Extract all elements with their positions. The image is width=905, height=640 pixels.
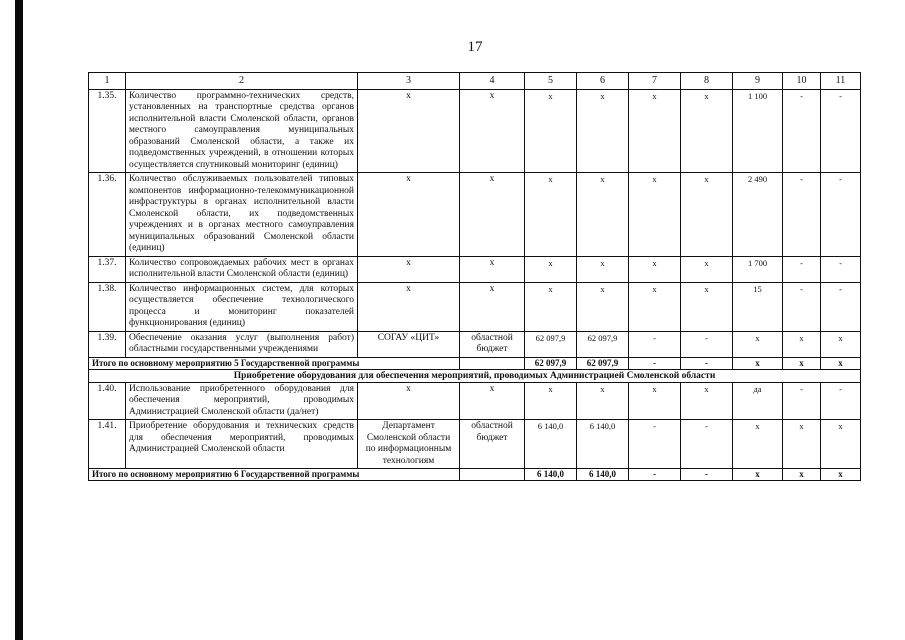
cell-executor: х — [358, 282, 460, 331]
section-title: Приобретение оборудования для обеспечения мероприятий, проводимых Администрацией Смоленской области — [89, 369, 861, 382]
cell-col9: 1 100 — [733, 89, 783, 173]
total-col6: 62 097,9 — [577, 357, 629, 369]
total-label: Итого по основному мероприятию 5 Государственной программы — [89, 357, 460, 369]
cell-col7: - — [629, 420, 681, 469]
row-number: 1.35. — [89, 89, 126, 173]
header-cell: 2 — [126, 73, 358, 90]
cell-source: х — [460, 282, 525, 331]
total-col11: х — [821, 469, 861, 481]
cell-col7: - — [629, 331, 681, 357]
cell-col6: х — [577, 382, 629, 420]
cell-col8: х — [681, 382, 733, 420]
header-cell: 4 — [460, 73, 525, 90]
cell-executor: Департамент Смоленской области по информационным технологиям — [358, 420, 460, 469]
cell-col6: х — [577, 282, 629, 331]
cell-executor: СОГАУ «ЦИТ» — [358, 331, 460, 357]
header-cell: 9 — [733, 73, 783, 90]
total-col8: - — [681, 357, 733, 369]
cell-col8: х — [681, 256, 733, 282]
cell-col11: - — [821, 173, 861, 257]
header-cell: 8 — [681, 73, 733, 90]
total-blank — [460, 357, 525, 369]
cell-executor: х — [358, 173, 460, 257]
cell-col5: х — [525, 282, 577, 331]
cell-col10: - — [783, 256, 821, 282]
table-row — [89, 173, 861, 257]
cell-col9: 2 490 — [733, 173, 783, 257]
total-col6: 6 140,0 — [577, 469, 629, 481]
page-edge-bar — [15, 0, 23, 640]
row-description: Количество программно-технических средств, установленных на транспортные средства органов исполнительной власти Смоленской области, органов местного самоуправления муниципальных образований Смоленской области, а также их подведомственных учреждений, в отношении которых осуществляется спутниковый мониторинг (единиц) — [126, 89, 358, 173]
cell-col8: - — [681, 420, 733, 469]
cell-col6: х — [577, 256, 629, 282]
cell-source: х — [460, 173, 525, 257]
cell-col5: 62 097,9 — [525, 331, 577, 357]
cell-col10: - — [783, 382, 821, 420]
cell-col7: х — [629, 282, 681, 331]
row-number: 1.38. — [89, 282, 126, 331]
row-number: 1.40. — [89, 382, 126, 420]
cell-col8: х — [681, 89, 733, 173]
cell-col10: х — [783, 331, 821, 357]
cell-col10: х — [783, 420, 821, 469]
page-number: 17 — [467, 39, 483, 55]
total-col11: х — [821, 357, 861, 369]
table-row — [89, 256, 861, 282]
table-row — [89, 382, 861, 420]
total-col7: - — [629, 469, 681, 481]
total-col5: 62 097,9 — [525, 357, 577, 369]
total-col9: х — [733, 469, 783, 481]
total-col9: х — [733, 357, 783, 369]
cell-executor: х — [358, 382, 460, 420]
row-number: 1.41. — [89, 420, 126, 469]
header-cell: 1 — [89, 73, 126, 90]
cell-col10: - — [783, 173, 821, 257]
cell-executor: х — [358, 89, 460, 173]
cell-col5: х — [525, 89, 577, 173]
header-cell: 3 — [358, 73, 460, 90]
section-row — [89, 369, 861, 382]
total-row — [89, 469, 861, 481]
cell-col7: х — [629, 89, 681, 173]
cell-col9: х — [733, 331, 783, 357]
total-col5: 6 140,0 — [525, 469, 577, 481]
cell-col11: - — [821, 282, 861, 331]
header-cell: 7 — [629, 73, 681, 90]
row-description: Количество информационных систем, для которых осуществляется обеспечение технологического процесса и мониторинг показателей функционирования (единиц) — [126, 282, 358, 331]
cell-col9: 1 700 — [733, 256, 783, 282]
row-description: Приобретение оборудования и технических средств для обеспечения мероприятий, проводимых Администрацией Смоленской области — [126, 420, 358, 469]
cell-col6: х — [577, 89, 629, 173]
row-number: 1.39. — [89, 331, 126, 357]
cell-col11: - — [821, 256, 861, 282]
cell-col11: - — [821, 382, 861, 420]
table-row — [89, 89, 861, 173]
total-label: Итого по основному мероприятию 6 Государственной программы — [89, 469, 460, 481]
cell-col9: х — [733, 420, 783, 469]
row-description: Количество сопровождаемых рабочих мест в органах исполнительной власти Смоленской области (единиц) — [126, 256, 358, 282]
cell-col11: х — [821, 331, 861, 357]
cell-source: областной бюджет — [460, 331, 525, 357]
cell-col8: х — [681, 282, 733, 331]
indicators-table — [88, 72, 861, 481]
cell-source: областной бюджет — [460, 420, 525, 469]
cell-executor: х — [358, 256, 460, 282]
total-blank — [460, 469, 525, 481]
cell-col5: х — [525, 173, 577, 257]
cell-col6: х — [577, 173, 629, 257]
cell-col8: - — [681, 331, 733, 357]
cell-col9: 15 — [733, 282, 783, 331]
cell-col5: х — [525, 256, 577, 282]
cell-source: х — [460, 89, 525, 173]
total-col8: - — [681, 469, 733, 481]
cell-col7: х — [629, 382, 681, 420]
row-number: 1.37. — [89, 256, 126, 282]
header-cell: 11 — [821, 73, 861, 90]
header-row — [89, 73, 861, 90]
cell-col5: 6 140,0 — [525, 420, 577, 469]
cell-source: х — [460, 382, 525, 420]
table-row — [89, 331, 861, 357]
cell-col6: 62 097,9 — [577, 331, 629, 357]
cell-col6: 6 140,0 — [577, 420, 629, 469]
table-row — [89, 420, 861, 469]
header-cell: 10 — [783, 73, 821, 90]
cell-col7: х — [629, 173, 681, 257]
row-description: Обеспечение оказания услуг (выполнения работ) областными государственными учреждениями — [126, 331, 358, 357]
cell-col7: х — [629, 256, 681, 282]
row-number: 1.36. — [89, 173, 126, 257]
total-col10: х — [783, 357, 821, 369]
row-description: Использование приобретенного оборудования для обеспечения мероприятий, проводимых Администрацией Смоленской области (да/нет) — [126, 382, 358, 420]
cell-col10: - — [783, 89, 821, 173]
cell-col10: - — [783, 282, 821, 331]
total-row — [89, 357, 861, 369]
total-col7: - — [629, 357, 681, 369]
cell-col8: х — [681, 173, 733, 257]
total-col10: х — [783, 469, 821, 481]
table-row — [89, 282, 861, 331]
cell-col5: х — [525, 382, 577, 420]
cell-source: х — [460, 256, 525, 282]
cell-col11: - — [821, 89, 861, 173]
header-cell: 6 — [577, 73, 629, 90]
header-cell: 5 — [525, 73, 577, 90]
cell-col9: да — [733, 382, 783, 420]
row-description: Количество обслуживаемых пользователей типовых компонентов информационно-телекоммуникационной инфраструктуры в органах исполнительной власти Смоленской области, их подведомственных учреждениях и в органах местного самоуправления муниципальных образований Смоленской области (единиц) — [126, 173, 358, 257]
cell-col11: х — [821, 420, 861, 469]
